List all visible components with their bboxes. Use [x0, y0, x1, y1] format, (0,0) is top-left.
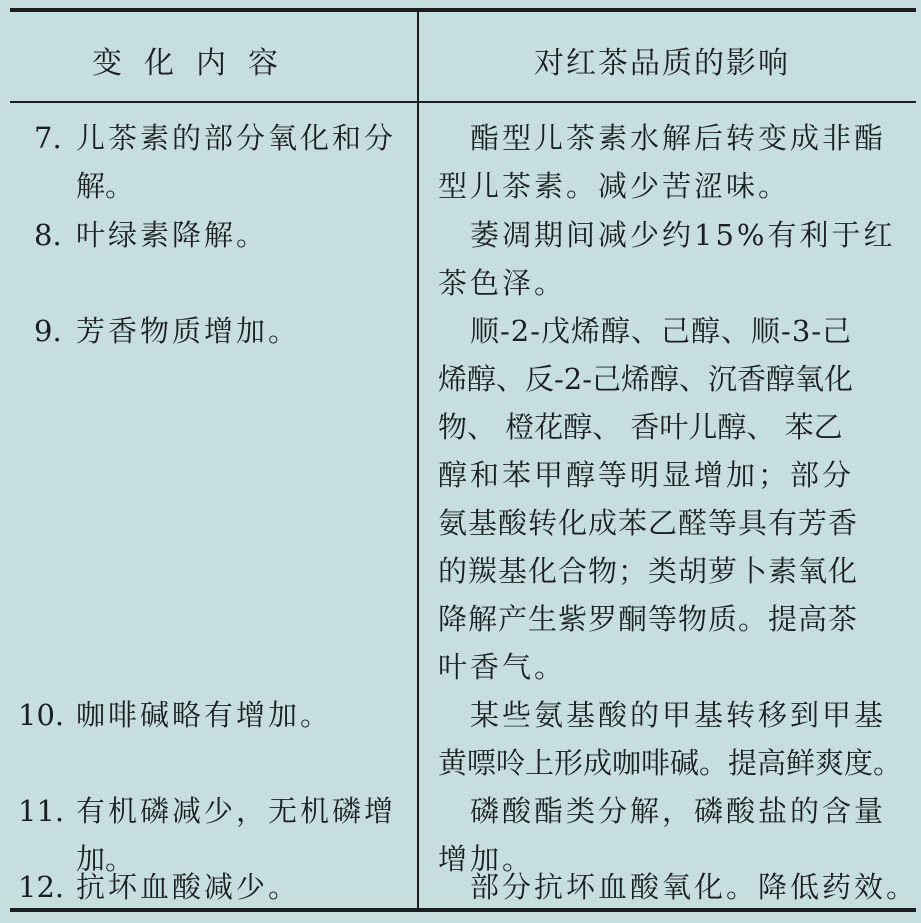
effect-line: 氨基酸转化成苯乙醛等具有芳香 [438, 506, 859, 540]
table-header-rule [10, 101, 916, 103]
effect-line: 酯型儿茶素水解后转变成非酯 [470, 121, 887, 155]
row-number: 7. [34, 121, 62, 155]
header-effect-on-quality: 对红茶品质的影响 [534, 46, 790, 81]
effect-line: 磷酸酯类分解，磷酸盐的含量 [470, 794, 887, 828]
effect-line: 黄嘌呤上形成咖啡碱。提高鲜爽度。 [438, 746, 903, 780]
row-number: 9. [34, 314, 62, 348]
effect-line: 醇和苯甲醇等明显增加；部分 [438, 458, 855, 492]
row-number: 12. [18, 870, 65, 904]
row-number: 11. [18, 794, 65, 828]
effect-line: 叶香气。 [438, 650, 567, 684]
effect-line: 顺-2-戊烯醇、己醇、顺-3-己 [470, 314, 853, 348]
effect-line: 部分抗坏血酸氧化。降低药效。 [470, 870, 919, 904]
effect-line: 萎凋期间减少约15%有利于红 [470, 218, 896, 252]
effect-line: 的羰基化合物；类胡萝卜素氧化 [438, 554, 859, 588]
change-line: 叶绿素降解。 [76, 218, 269, 252]
change-line: 加。 [76, 842, 135, 876]
row-number: 8. [34, 218, 62, 252]
effect-line: 增加。 [438, 842, 535, 876]
change-line: 芳香物质增加。 [76, 314, 301, 348]
effect-line: 降解产生紫罗酮等物质。提高茶 [438, 602, 859, 636]
table-bottom-rule [10, 908, 916, 912]
change-line: 解。 [76, 169, 135, 203]
effect-line: 烯醇、反-2-己烯醇、沉香醇氧化 [438, 362, 854, 396]
header-change-content: 变化内容 [92, 46, 300, 81]
change-line: 抗坏血酸减少。 [76, 870, 301, 904]
effect-line: 某些氨基酸的甲基转移到甲基 [470, 698, 887, 732]
change-line: 儿茶素的部分氧化和分 [76, 121, 397, 155]
table-top-rule [10, 8, 916, 12]
effect-line: 茶色泽。 [438, 266, 567, 300]
effect-line: 物、 橙花醇、 香叶儿醇、 苯乙 [438, 410, 843, 444]
row-number: 10. [18, 698, 65, 732]
change-line: 有机磷减少，无机磷增 [76, 794, 397, 828]
effect-line: 型儿茶素。减少苦涩味。 [438, 169, 791, 203]
change-line: 咖啡碱略有增加。 [76, 698, 333, 732]
column-divider [417, 8, 419, 912]
